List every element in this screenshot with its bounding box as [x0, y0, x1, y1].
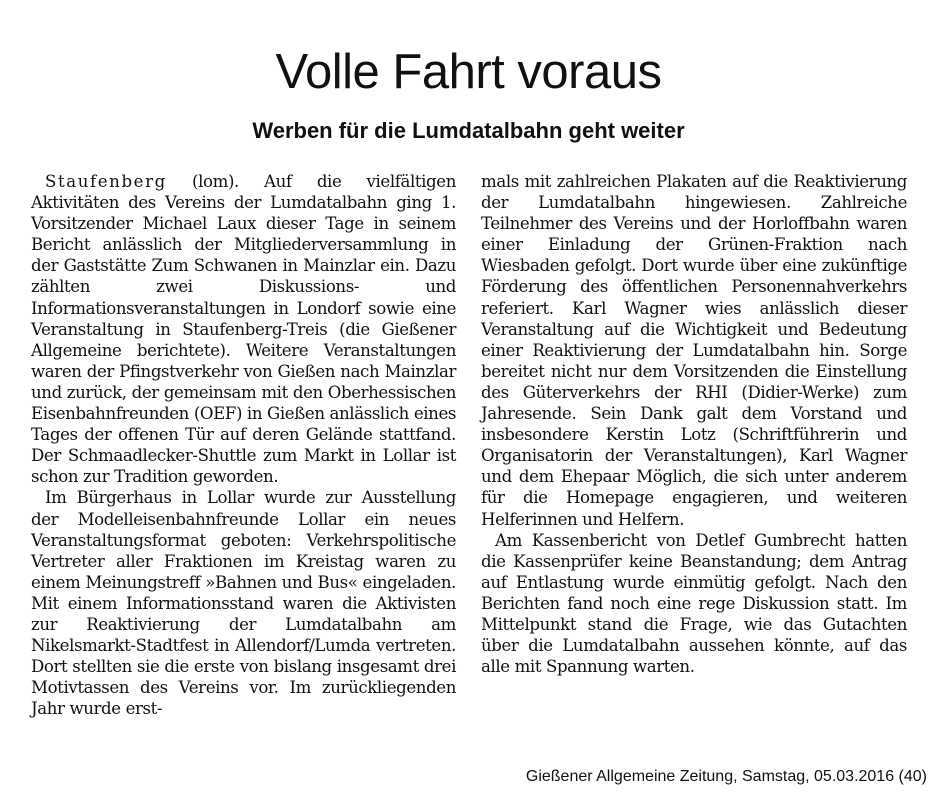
- article-paragraph-3: mals mit zahlreichen Plakaten auf die Reaktivierung der Lumdatalbahn hingewiesen. Zahlreiche Teilnehmer des Vereins und der Horloffbahn waren einer Einladung der Grünen-Fraktion nach Wiesbaden gefolgt. Dort wurde über eine zukünftige Förderung des öffentlichen Personennahverkehrs referiert. Karl Wagner wies anlässlich dieser Veranstaltung auf die Wichtigkeit und Bedeutung einer Reaktivierung der Lumdatalbahn hin. Sorge bereitet nicht nur dem Vorsitzenden die Einstellung des Güterverkehrs der RHI (Didier-Werke) zum Jahresende. Sein Dank galt dem Vorstand und insbesondere Kerstin Lotz (Schriftführerin und Organisatorin der Veranstaltungen), Karl Wagner und dem Ehepaar Möglich, die sich unter anderem für die Homepage engagieren, und weiteren Helferinnen und Helfern.: [481, 172, 907, 529]
- subheadline: Werben für die Lumdatalbahn geht weiter: [252, 118, 685, 143]
- article-paragraph-1: [31, 171, 456, 487]
- article-column-right: [481, 171, 907, 677]
- article-paragraph-2: Im Bürgerhaus in Lollar wurde zur Ausstellung der Modelleisenbahnfreunde Lollar ein neues Veranstaltungsformat geboten: Verkehrspolitische Vertreter aller Fraktionen im Kreistag waren zu einem Meinungstreff »Bahnen und Bus« eingeladen. Mit einem Informationsstand waren die Aktivisten zur Reaktivierung der Lumdatalbahn am Nikelsmarkt-Stadtfest in Allendorf/Lumda vertreten. Dort stellten sie die erste von bislang insgesamt drei Motivtassen des Vereins vor. Im zurückliegenden Jahr wurde erst-: [31, 488, 456, 719]
- article-column-left: [31, 171, 456, 719]
- dateline-place: Staufenberg: [45, 172, 167, 191]
- source-citation: Gießener Allgemeine Zeitung, Samstag, 05.03.2016 (40): [525, 768, 927, 785]
- paragraph-1-text: (lom). Auf die vielfältigen Aktivitäten des Vereins der Lumdatalbahn ging 1. Vorsitzender Michael Laux dieser Tage in seinem Bericht anlässlich der Mitgliederversammlung in der Gaststätte Zum Schwanen in Mainzlar ein. Dazu zählten zwei Diskussions- und Informationsveranstaltungen in Londorf sowie eine Veranstaltung in Staufenberg-Treis (die Gießener Allgemeine berichtete). Weitere Veranstaltungen waren der Pfingstverkehr von Gießen nach Mainzlar und zurück, der gemeinsam mit den Oberhessischen Eisenbahnfreunden (OEF) in Gießen anlässlich eines Tages der offenen Tür auf deren Gelände stattfand. Der Schmaadlecker-Shuttle zum Markt in Lollar ist schon zur Tradition geworden.: [31, 172, 456, 487]
- article-paragraph-4: Am Kassenbericht von Detlef Gumbrecht hatten die Kassenprüfer keine Beanstandung; dem Antrag auf Entlastung wurde einmütig gefolgt. Nach den Berichten fand noch eine rege Diskussion statt. Im Mittelpunkt stand die Frage, wie das Gutachten über die Lumdatalbahn aussehen könnte, auf das alle mit Spannung warten.: [481, 530, 907, 677]
- headline: Volle Fahrt voraus: [275, 45, 662, 99]
